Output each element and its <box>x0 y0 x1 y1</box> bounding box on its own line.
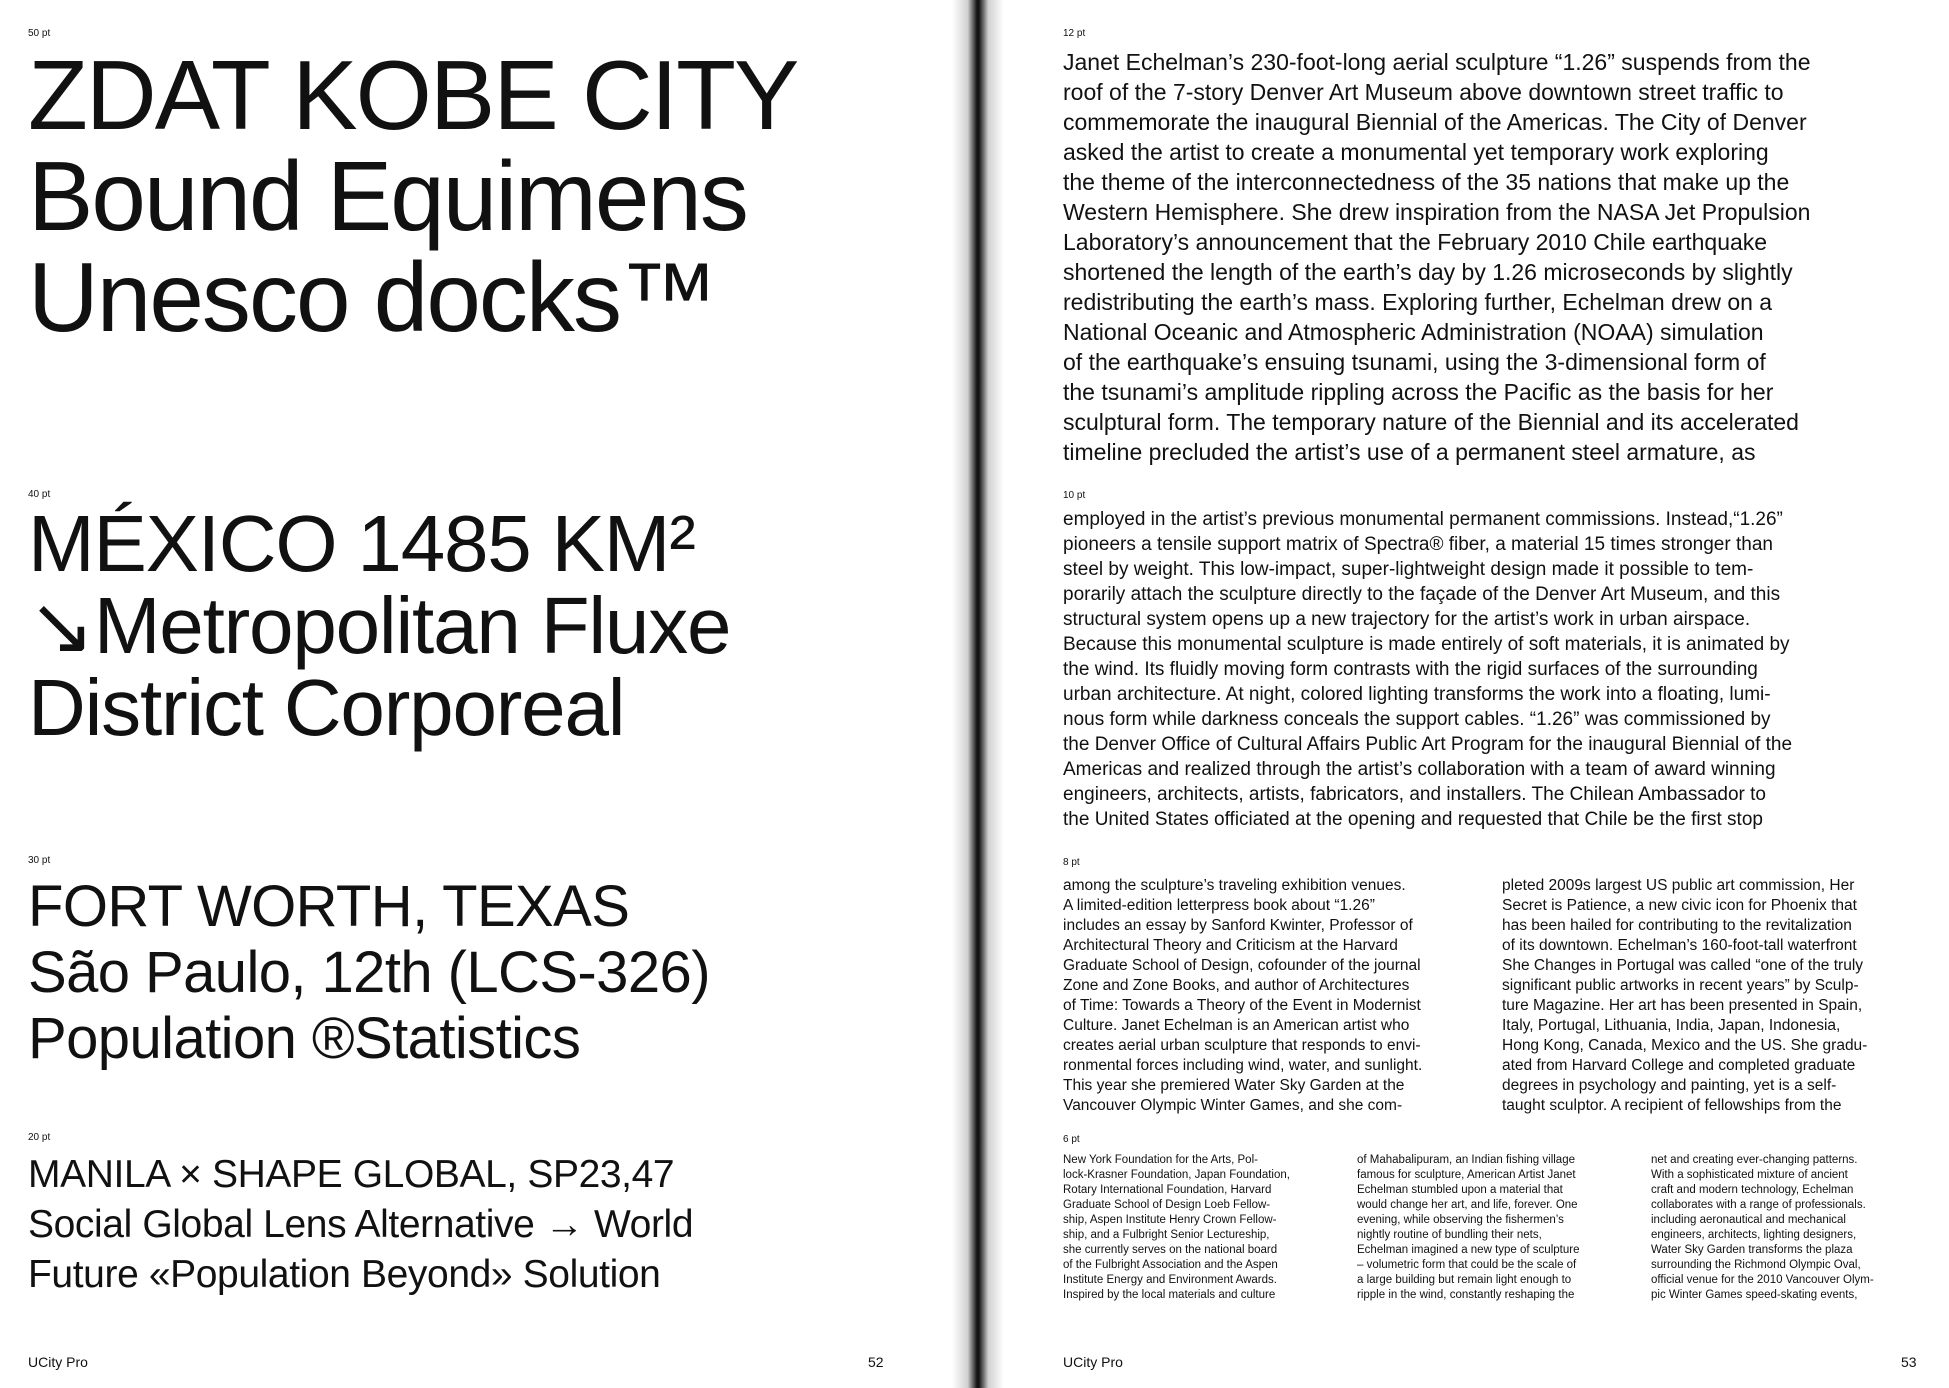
text-line: including aeronautical and mechanical <box>1651 1214 1846 1226</box>
text-line: nous form while darkness conceals the support cables. “1.26” was commissioned by <box>1063 709 1771 730</box>
text-line: ripple in the wind, constantly reshaping the <box>1357 1289 1575 1301</box>
text-line: A limited-edition letterpress book about “1.26” <box>1063 897 1375 914</box>
text-line: ronmental forces including wind, water, and sunlight. <box>1063 1057 1423 1074</box>
text-line: urban architecture. At night, colored lighting transforms the work into a floating, lumi- <box>1063 684 1771 705</box>
text-line: Laboratory’s announcement that the February 2010 Chile earthquake <box>1063 229 1768 255</box>
text-line: craft and modern technology, Echelman <box>1651 1184 1854 1196</box>
text-line: of the earthquake’s ensuing tsunami, using the 3-dimensional form of <box>1063 349 1766 375</box>
specimen-20pt <box>28 1150 693 1300</box>
text-line: collaborates with a range of professionals. <box>1651 1199 1866 1211</box>
text-line: famous for sculpture, American Artist Janet <box>1357 1169 1576 1181</box>
text-line: pioneers a tensile support matrix of Spectra® fiber, a material 15 times stronger than <box>1063 534 1773 555</box>
text-column-6pt-1 <box>1063 1153 1290 1303</box>
text-line: ated from Harvard College and completed graduate <box>1502 1057 1856 1074</box>
text-line: Inspired by the local materials and culture <box>1063 1289 1276 1301</box>
text-line: among the sculpture’s traveling exhibition venues. <box>1063 877 1406 894</box>
text-line: Hong Kong, Canada, Mexico and the US. She gradu- <box>1502 1037 1868 1054</box>
text-line: With a sophisticated mixture of ancient <box>1651 1169 1848 1181</box>
size-label-20pt: 20 pt <box>28 1132 51 1143</box>
specimen-line: São Paulo, 12th (LCS-326) <box>28 940 710 1005</box>
text-line: Water Sky Garden transforms the plaza <box>1651 1244 1853 1256</box>
text-column-6pt-2 <box>1357 1153 1579 1303</box>
text-line: of the Fulbright Association and the Aspen <box>1063 1259 1278 1271</box>
size-label-6pt: 6 pt <box>1063 1134 1080 1145</box>
specimen-line: Future «Population Beyond» Solution <box>28 1253 661 1296</box>
text-column-8pt-2 <box>1502 876 1867 1116</box>
text-line: roof of the 7-story Denver Art Museum above downtown street traffic to <box>1063 79 1784 105</box>
right-page <box>988 0 1949 1388</box>
text-line: surrounding the Richmond Olympic Oval, <box>1651 1259 1861 1271</box>
text-block-10pt <box>1063 507 1792 832</box>
text-line: Secret is Patience, a new civic icon for Phoenix that <box>1502 897 1857 914</box>
footer-font-name: UCity Pro <box>28 1354 88 1370</box>
size-label-12pt: 12 pt <box>1063 28 1086 39</box>
text-line: nightly routine of bundling their nets, <box>1357 1229 1542 1241</box>
specimen-line: Social Global Lens Alternative → World <box>28 1203 694 1246</box>
specimen-line: Bound Equimens <box>28 141 747 251</box>
size-label-10pt: 10 pt <box>1063 490 1086 501</box>
text-line: Zone and Zone Books, and author of Architectures <box>1063 977 1410 994</box>
size-label-30pt: 30 pt <box>28 855 51 866</box>
left-page <box>0 0 968 1388</box>
specimen-line: FORT WORTH, TEXAS <box>28 874 630 939</box>
text-line: redistributing the earth’s mass. Exploring further, Echelman drew on a <box>1063 289 1773 315</box>
text-line: Italy, Portugal, Lithuania, India, Japan, Indonesia, <box>1502 1017 1841 1034</box>
text-line: shortened the length of the earth’s day by 1.26 microseconds by slightly <box>1063 259 1793 285</box>
specimen-line: District Corporeal <box>28 663 625 752</box>
specimen-line: Population ®Statistics <box>28 1006 581 1071</box>
text-line: lock-Krasner Foundation, Japan Foundation, <box>1063 1169 1290 1181</box>
text-line: the theme of the interconnectedness of the 35 nations that make up the <box>1063 169 1790 195</box>
text-line: Institute Energy and Environment Awards. <box>1063 1274 1277 1286</box>
text-line: significant public artworks in recent years” by Sculp- <box>1502 977 1859 994</box>
page-number: 53 <box>1901 1354 1917 1370</box>
text-line: of Mahabalipuram, an Indian fishing village <box>1357 1154 1575 1166</box>
text-line: timeline precluded the artist’s use of a permanent steel armature, as <box>1063 439 1756 465</box>
text-line: engineers, architects, artists, fabricators, and installers. The Chilean Ambassador to <box>1063 784 1766 805</box>
text-line: Culture. Janet Echelman is an American artist who <box>1063 1017 1410 1034</box>
text-line: of its downtown. Echelman’s 160-foot-tall waterfront <box>1502 937 1857 954</box>
text-line: Graduate School of Design, cofounder of the journal <box>1063 957 1421 974</box>
size-label-40pt: 40 pt <box>28 489 51 500</box>
text-line: – volumetric form that could be the scale of <box>1357 1259 1577 1271</box>
text-line: Rotary International Foundation, Harvard <box>1063 1184 1272 1196</box>
text-line: ture Magazine. Her art has been presented in Spain, <box>1502 997 1863 1014</box>
specimen-line: MÉXICO 1485 KM² <box>28 499 695 588</box>
text-line: porarily attach the sculpture directly to the façade of the Denver Art Museum, and this <box>1063 584 1781 605</box>
specimen-40pt <box>28 499 731 752</box>
size-label-50pt: 50 pt <box>28 28 51 39</box>
text-line: employed in the artist’s previous monumental permanent commissions. Instead,“1.26” <box>1063 509 1783 530</box>
text-line: engineers, architects, lighting designers, <box>1651 1229 1857 1241</box>
text-line: evening, while observing the fishermen’s <box>1357 1214 1564 1226</box>
text-column-8pt-1 <box>1063 876 1422 1116</box>
text-line: She Changes in Portugal was called “one of the truly <box>1502 957 1864 974</box>
text-line: asked the artist to create a monumental yet temporary work exploring <box>1063 139 1769 165</box>
text-line: steel by weight. This low-impact, super-lightweight design made it possible to tem- <box>1063 559 1754 580</box>
text-line: she currently serves on the national board <box>1063 1244 1278 1256</box>
text-line: Janet Echelman’s 230-foot-long aerial sculpture “1.26” suspends from the <box>1063 49 1811 75</box>
text-line: the Denver Office of Cultural Affairs Public Art Program for the inaugural Biennial of the <box>1063 734 1793 755</box>
footer-font-name: UCity Pro <box>1063 1354 1123 1370</box>
text-line: net and creating ever-changing patterns. <box>1651 1154 1858 1166</box>
text-line: of Time: Towards a Theory of the Event in Modernist <box>1063 997 1421 1014</box>
text-line: commemorate the inaugural Biennial of the Americas. The City of Denver <box>1063 109 1807 135</box>
text-line: creates aerial urban sculpture that responds to envi- <box>1063 1037 1421 1054</box>
specimen-30pt <box>28 874 710 1072</box>
specimen-line: ↘Metropolitan Fluxe <box>28 581 731 670</box>
text-line: the wind. Its fluidly moving form contrasts with the rigid surfaces of the surrounding <box>1063 659 1758 680</box>
text-line: a large building but remain light enough to <box>1357 1274 1572 1286</box>
text-line: Because this monumental sculpture is made entirely of soft materials, it is animated by <box>1063 634 1790 655</box>
text-line: ship, Aspen Institute Henry Crown Fellow- <box>1063 1214 1277 1226</box>
text-line: the United States officiated at the opening and requested that Chile be the first stop <box>1063 809 1763 830</box>
text-line: pic Winter Games speed-skating events, <box>1651 1289 1858 1301</box>
text-line: pleted 2009s largest US public art commission, Her <box>1502 877 1855 894</box>
text-line: New York Foundation for the Arts, Pol- <box>1063 1154 1258 1166</box>
text-column-6pt-3 <box>1651 1153 1874 1303</box>
text-line: Echelman imagined a new type of sculpture <box>1357 1244 1580 1256</box>
text-line: Vancouver Olympic Winter Games, and she com- <box>1063 1097 1403 1114</box>
text-line: ship, and a Fulbright Senior Lectureship, <box>1063 1229 1270 1241</box>
specimen-line: MANILA × SHAPE GLOBAL, SP23,47 <box>28 1153 675 1196</box>
text-block-12pt <box>1063 47 1811 467</box>
size-label-8pt: 8 pt <box>1063 857 1080 868</box>
text-line: taught sculptor. A recipient of fellowships from the <box>1502 1097 1842 1114</box>
text-line: the tsunami’s amplitude rippling across the Pacific as the basis for her <box>1063 379 1774 405</box>
text-line: Western Hemisphere. She drew inspiration from the NASA Jet Propulsion <box>1063 199 1811 225</box>
text-line: Echelman stumbled upon a material that <box>1357 1184 1563 1196</box>
text-line: Americas and realized through the artist’s collaboration with a team of award winning <box>1063 759 1776 780</box>
specimen-line: ZDAT KOBE CITY <box>28 40 798 150</box>
page-number: 52 <box>868 1354 884 1370</box>
specimen-line: Unesco docks™ <box>28 242 717 352</box>
text-line: includes an essay by Sanford Kwinter, Professor of <box>1063 917 1413 934</box>
text-line: structural system opens up a new trajectory for the artist’s work in urban airspace. <box>1063 609 1751 630</box>
text-line: National Oceanic and Atmospheric Administration (NOAA) simulation <box>1063 319 1764 345</box>
text-line: sculptural form. The temporary nature of the Biennial and its accelerated <box>1063 409 1799 435</box>
text-line: degrees in psychology and painting, yet is a self- <box>1502 1077 1837 1094</box>
text-line: Architectural Theory and Criticism at the Harvard <box>1063 937 1398 954</box>
text-line: Graduate School of Design Loeb Fellow- <box>1063 1199 1271 1211</box>
specimen-50pt <box>28 40 798 352</box>
text-line: would change her art, and life, forever. One <box>1357 1199 1578 1211</box>
text-line: official venue for the 2010 Vancouver Olym- <box>1651 1274 1874 1286</box>
text-line: This year she premiered Water Sky Garden at the <box>1063 1077 1405 1094</box>
text-line: has been hailed for contributing to the revitalization <box>1502 917 1852 934</box>
